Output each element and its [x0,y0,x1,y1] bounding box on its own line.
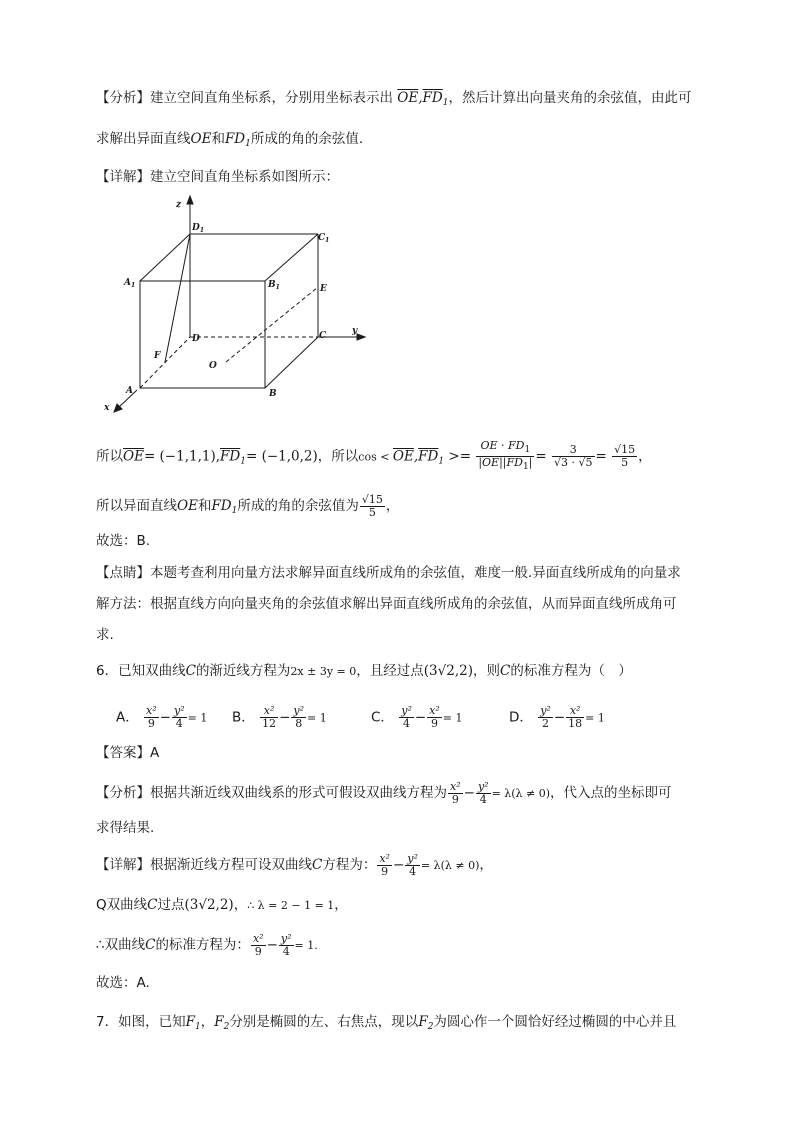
analysis-text: 建立空间直角坐标系，分别用坐标表示出 [150,90,393,106]
fraction-denominator: 5 [621,456,629,469]
question-text: 已知双曲线 [118,663,186,679]
cube-hidden-edge-ad [140,337,190,388]
fraction [144,705,159,730]
numerator: y² [293,704,304,717]
denominator: 4 [479,792,487,806]
label-c: C [319,331,327,341]
vector-oe: $\overline{OE}$ [123,448,144,465]
numerator: y² [280,931,292,945]
label-a1: $A_1$ [124,278,136,289]
denominator: 4 [175,717,183,730]
line-oe: OE [190,131,212,147]
analysis-2-line-2: 求得结果. [96,820,155,836]
equals: = [535,448,547,465]
fraction-denominator: |OE||FD [478,456,523,469]
denominator: 9 [254,944,262,958]
detail-tag: 【详解】 [96,169,150,185]
fraction-denominator: √3 · √5 [554,456,593,469]
subscript: 1 [240,456,246,467]
focus-f2: F [214,1014,224,1030]
vector-oe-2: $\overline{OE}$ [392,448,414,465]
fraction-numerator: OE · FD [480,439,525,452]
detail-text-2: 过点 [157,897,185,913]
vector-fd1: $\overline{FD}$ [422,90,443,106]
label-e: E [320,284,327,294]
comma: ， [638,448,652,465]
fraction [377,853,392,878]
subscript: 1 [524,445,531,455]
numerator: y² [477,779,489,793]
rhs: = 1 [307,711,327,725]
detail-text: 根据渐近线方程可设双曲线 [150,857,312,873]
question-6 [96,661,632,682]
var-c: C [312,857,323,873]
analysis-tag: 【分析】 [96,90,150,106]
rhs: = λ(λ ≠ 0) [420,859,480,872]
label-o: O [209,361,217,371]
cos-fraction-3 [612,444,637,469]
option-letter: A． [116,709,139,726]
and-text: 和 [211,131,225,147]
choice-line-5: 故选：B. [96,533,151,549]
denominator: 2 [542,717,550,730]
var-c: C [145,937,156,953]
result-fraction [360,494,385,519]
rhs: = 1. [294,939,318,952]
rhs: = 1 [442,711,463,725]
label-z: z [176,200,182,210]
comma: ， [334,897,348,913]
answer-value: A [150,745,160,761]
abs-bar: | [528,456,533,469]
asymptote-equation: 2x ± 3y = 0 [290,665,357,678]
label-b1: $B_1$ [268,280,280,291]
cube-edge-b1c1 [265,234,318,281]
label-f: F [154,351,161,361]
and-text: 和 [197,498,212,514]
analysis-paragraph-line-1 [96,88,691,113]
question-text-4: ，则 [472,663,500,679]
comma: , [413,448,419,465]
cos-fraction-1 [476,440,534,473]
detail-2-line-3: ∴双曲线C的标准方程为： $\frac{\text{x²}}{9}$ − $\frac{\text{y²}}{4}$ = 1. [96,931,318,958]
rhs: = 1 [585,711,605,725]
question-text-3: ，且经过点 [356,663,424,679]
comment-line-2: 解方法：根据直线方向向量夹角的余弦值求解出异面直线所成角的余弦值，从而异面直线所成角可 [96,596,677,612]
vector-computation-line [96,440,652,475]
analysis-text-3: 求解出异面直线 [96,131,191,147]
comma: ， [385,498,400,514]
fraction [251,933,266,958]
detail-text: ∴双曲线 [96,937,146,953]
question-text-2: 的渐近线方程为 [195,663,291,679]
vector-fd1: $\overline{FD}$ [220,448,241,465]
point: (3√2,2) [423,663,473,679]
denominator: 9 [147,717,155,730]
choice-line-a: 故选：A. [96,975,150,991]
fraction [291,705,306,730]
var-c: C [499,663,511,679]
analysis-text-2: ，代入点的坐标即可 [550,785,672,801]
comment-line-1 [96,563,681,583]
point: (3√2,2) [184,897,234,913]
numerator: y² [540,704,551,717]
answer-tag: 【答案】 [96,745,150,761]
fraction [172,705,187,730]
equals: = [595,448,607,465]
numerator: x² [146,704,157,717]
line-fd1: FD [211,498,232,514]
denominator: 8 [295,717,303,730]
numerator: y² [407,851,418,865]
numerator: x² [450,779,461,793]
analysis-paragraph-line-2 [96,129,363,154]
fraction [427,705,442,730]
vector-fd1-2: $\overline{FD}$ [418,448,439,465]
subscript: 1 [231,506,238,516]
analysis-2-line-1: 【分析】根据共渐近线双曲线系的形式可假设双曲线方程为 $\frac{\text{x²}}{9}$ − $\frac{\text{y²}}{4}$ = λ(λ ≠ 0)，代入点的坐标即可 [96,779,672,806]
fraction [260,705,278,730]
denominator: 4 [409,864,417,878]
detail-text-2: 的标准方程为： [155,937,250,953]
fraction [448,781,463,806]
denominator: 9 [381,864,389,878]
label-d: D [192,334,200,344]
cos-fraction-2 [552,444,595,469]
cube-edge-bc [265,337,318,388]
vector-fd1-value: = (−1,0,2) [245,448,318,465]
subscript: 1 [442,98,449,108]
fraction [399,705,414,730]
label-y: y [352,326,358,336]
text-suoyi: 所以 [96,448,123,465]
analysis-tag: 【分析】 [96,785,150,801]
fraction [405,853,420,878]
line-fd1: FD [224,131,246,147]
question-text-3: 为圆心作一个圆恰好经过椭圆的中心并且 [433,1014,677,1030]
var-c: C [185,663,196,679]
detail-tag: 【详解】 [96,857,150,873]
gt-equals: >= [444,448,472,465]
comment-tag: 【点睛】 [96,565,150,581]
comment-text-1: 本题考查利用向量方法求解异面直线所成角的余弦值，难度一般.异面直线所成角的向量求 [150,565,681,581]
detail-text: Q双曲线 [96,897,148,913]
denominator: 4 [282,944,290,958]
option-letter: D． [509,709,533,726]
fraction-denominator: 5 [368,505,376,519]
label-c1: $C_1$ [318,233,330,244]
analysis-text: 根据共渐近线双曲线系的形式可假设双曲线方程为 [150,785,447,801]
focus-f2: F [418,1014,428,1030]
denominator: 18 [568,717,583,730]
question-number: 6． [96,663,119,679]
question-text-5: 的标准方程为（ ） [510,663,632,679]
denominator: 12 [262,717,277,730]
detail-paragraph [96,167,339,187]
detail-text-2: 方程为： [322,857,377,873]
comma: ， [233,897,248,913]
denominator: 9 [451,792,459,806]
label-b: B [269,389,277,399]
subscript: 2 [223,1022,230,1032]
subscript: 1 [194,1022,201,1032]
option-a[interactable]: A． $\frac{\text{x²}}{9}$ − $\frac{\text{y²}}{4}$ = 1 [116,704,208,730]
analysis-text-2: ，然后计算出向量夹角的余弦值，由此可 [448,90,692,106]
fraction-numerator: √15 [614,443,636,456]
option-letter: B． [232,709,255,726]
line-oe: OE [177,498,198,514]
rhs: = λ(λ ≠ 0) [491,787,551,800]
option-d[interactable]: D． $\frac{\text{y²}}{2}$ − $\frac{\text{x²}}{18}$ = 1 [509,704,605,730]
subscript: 2 [427,1022,434,1032]
result-line [96,493,399,524]
subscript: 1 [522,462,529,472]
var-c: C [147,897,158,913]
z-axis-arrow [187,196,193,204]
fraction-numerator: √15 [361,492,383,506]
lambda-computation: ∴ λ = 2 − 1 = 1 [247,899,335,912]
comma: ， [200,1014,215,1030]
cube-figure [96,190,376,420]
segment-fd1 [165,234,190,362]
rhs: = 1 [187,711,208,725]
fraction [476,781,491,806]
denominator: 4 [403,717,411,730]
question-text-2: 分别是椭圆的左、右焦点，现以 [229,1014,419,1030]
label-a: A [126,386,133,396]
focus-f1: F [185,1014,195,1030]
cube-front-face [140,281,265,388]
denominator: 9 [430,717,438,730]
question-text: 7．如图，已知 [96,1014,186,1030]
subscript: 1 [438,456,445,467]
y-axis-arrow [357,334,365,340]
numerator: y² [401,704,412,717]
fraction [566,705,584,730]
comment-line-3: 求. [96,627,114,643]
fraction-numerator: 3 [552,444,595,457]
numerator: x² [252,931,264,945]
result-text: 所以异面直线 [96,498,177,514]
answer-line [96,743,159,763]
fraction [279,933,294,958]
vector-oe: $\overline{OE}$ [397,90,419,106]
numerator: y² [173,704,185,717]
comma: , [418,90,423,106]
fraction [538,705,553,730]
option-b[interactable]: B． $\frac{\text{x²}}{12}$ − $\frac{\text{y²}}{8}$ = 1 [232,704,327,730]
option-c[interactable]: C． $\frac{\text{y²}}{4}$ − $\frac{\text{x²}}{9}$ = 1 [371,704,463,730]
analysis-text-4: 所成的角的余弦值. [250,131,364,147]
subscript: 1 [245,139,251,149]
cos-label: cos < [358,450,393,464]
numerator: x² [379,851,390,865]
option-letter: C． [371,709,394,726]
vector-oe-value: = (−1,1,1), [143,448,221,465]
comma: ， [479,857,493,873]
detail-text: 建立空间直角坐标系如图所示： [150,169,339,185]
question-7 [96,1012,676,1037]
result-text-2: 所成的角的余弦值为 [237,498,359,514]
numerator: x² [429,704,440,717]
detail-2-line-2 [96,895,348,916]
label-x: x [104,403,110,413]
numerator: x² [566,705,584,718]
label-d1: $D_1$ [192,223,204,234]
numerator: x² [260,705,278,718]
text-suoyi-2: ，所以 [317,448,359,465]
detail-2-line-1: 【详解】根据渐近线方程可设双曲线C方程为： $\frac{\text{x²}}{9}$ − $\frac{\text{y²}}{4}$ = λ(λ ≠ 0)， [96,851,493,878]
